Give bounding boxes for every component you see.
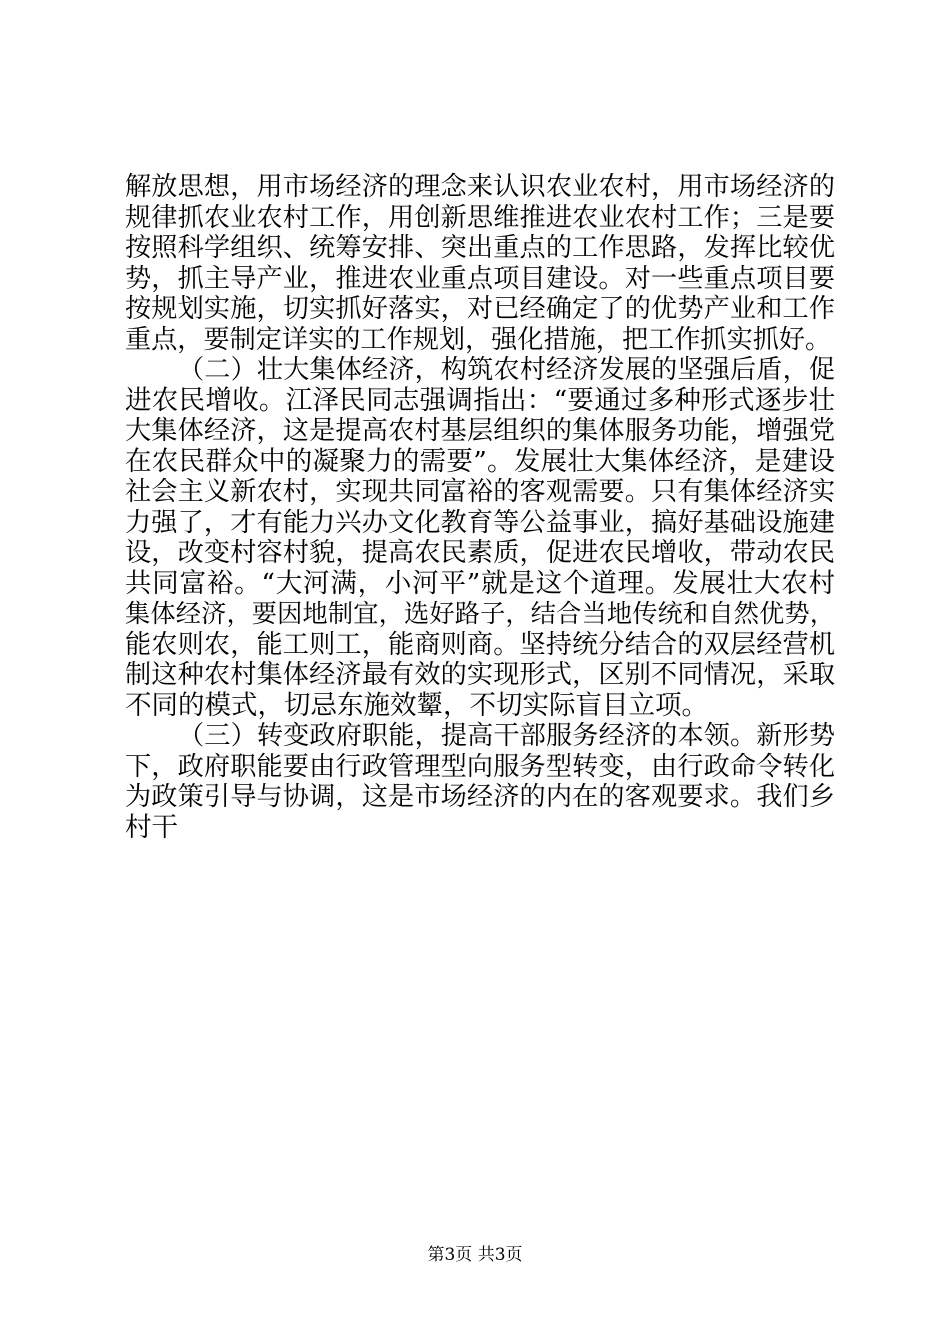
text-line: 设，改变村容村貌，提高农民素质，促进农民增收，带动农民	[125, 538, 835, 568]
paragraph-1	[125, 172, 835, 355]
text-line: 解放思想，用市场经济的理念来认识农业农村，用市场经济的	[125, 172, 835, 202]
text-line: 村干	[125, 811, 178, 843]
text-line: 社会主义新农村，实现共同富裕的客观需要。只有集体经济实	[125, 477, 835, 507]
text-line: 集体经济，要因地制宜，选好路子，结合当地传统和自然优势，	[125, 599, 835, 628]
text-line: 规律抓农业农村工作，用创新思维推进农业农村工作；三是要	[125, 202, 835, 233]
document-body	[125, 172, 835, 843]
text-line: 为政策引导与协调，这是市场经济的内在的客观要求。我们乡	[125, 782, 835, 812]
text-line: 按照科学组织、统筹安排、突出重点的工作思路，发挥比较优	[125, 233, 835, 263]
text-line: 按规划实施，切实抓好落实，对已经确定了的优势产业和工作	[125, 294, 835, 324]
paragraph-3	[125, 721, 835, 843]
text-line: 力强了，才有能力兴办文化教育等公益事业，搞好基础设施建	[125, 507, 835, 538]
page-number-footer: 第3页 共3页	[427, 1245, 523, 1265]
text-line: 势，抓主导产业，推进农业重点项目建设。对一些重点项目要	[125, 263, 835, 294]
text-line: 进农民增收。江泽民同志强调指出：“要通过多种形式逐步壮	[125, 384, 835, 416]
text-line: （三）转变政府职能，提高干部服务经济的本领。新形势	[178, 721, 835, 751]
text-line: 制这种农村集体经济最有效的实现形式，区别不同情况，采取	[125, 660, 835, 690]
text-line: 能农则农，能工则工，能商则商。坚持统分结合的双层经营机	[125, 629, 835, 660]
text-line: 共同富裕。“大河满，小河平”就是这个道理。发展壮大农村	[125, 567, 835, 599]
text-line: 大集体经济，这是提高农村基层组织的集体服务功能，增强党	[125, 416, 835, 446]
paragraph-2	[125, 355, 835, 721]
text-line: 下，政府职能要由行政管理型向服务型转变，由行政命令转化	[125, 751, 835, 782]
text-line: （二）壮大集体经济，构筑农村经济发展的坚强后盾，促	[178, 355, 835, 385]
text-line: 在农民群众中的凝聚力的需要”。发展壮大集体经济，是建设	[125, 445, 835, 477]
text-line: 重点，要制定详实的工作规划，强化措施，把工作抓实抓好。	[125, 324, 832, 355]
text-line: 不同的模式，切忌东施效颦，不切实际盲目立项。	[125, 689, 708, 721]
